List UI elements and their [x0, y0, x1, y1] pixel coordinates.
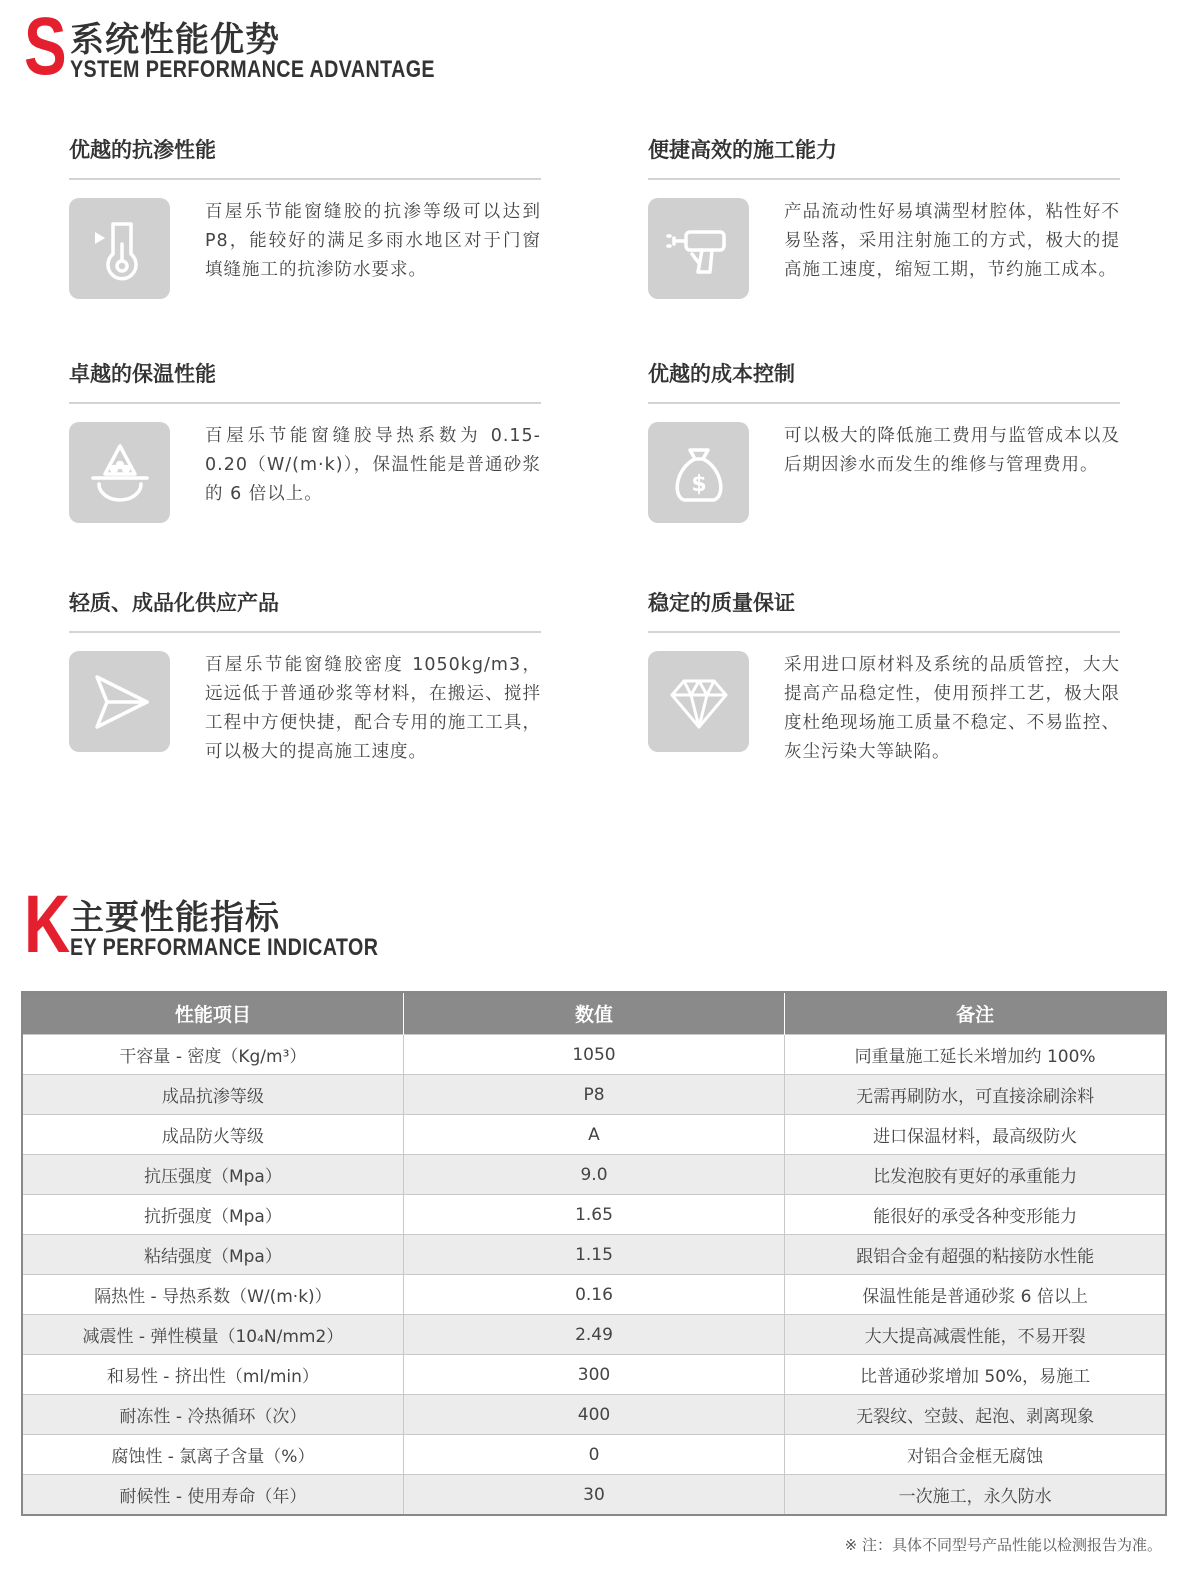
table-cell: 2.49 [403, 1315, 784, 1355]
divider [69, 402, 541, 404]
feature-title: 便捷高效的施工能力 [648, 138, 837, 162]
feature-title: 优越的抗渗性能 [69, 138, 216, 162]
feature-description: 可以极大的降低施工费用与监管成本以及后期因渗水而发生的维修与管理费用。 [784, 426, 1120, 475]
feature-block [69, 587, 541, 767]
feature-title: 优越的成本控制 [648, 362, 795, 386]
feature-block [69, 358, 541, 538]
table-cell: 成品抗渗等级 [22, 1075, 403, 1115]
table-row [22, 1115, 1166, 1155]
table-cell: 1050 [403, 1035, 784, 1075]
table-cell: 隔热性 - 导热系数（W/(m·k)） [22, 1275, 403, 1315]
feature-block [648, 134, 1120, 314]
table-header-row [22, 992, 1166, 1035]
table-cell: 减震性 - 弹性模量（10₄N/mm2） [22, 1315, 403, 1355]
section-title-en: EY PERFORMANCE INDICATOR [70, 934, 379, 961]
table-cell: 跟铝合金有超强的粘接防水性能 [785, 1235, 1166, 1275]
feature-description: 百屋乐节能窗缝胶的抗渗等级可以达到 P8，能较好的满足多雨水地区对于门窗填缝施工的抗渗防水要求。 [205, 202, 541, 280]
divider [648, 631, 1120, 633]
column-header: 数值 [403, 992, 784, 1035]
divider [648, 178, 1120, 180]
column-header: 性能项目 [22, 992, 403, 1035]
table-row [22, 1395, 1166, 1435]
table-row [22, 1235, 1166, 1275]
footnote: ※ 注：具体不同型号产品性能以检测报告为准。 [844, 1536, 1162, 1554]
table-cell: P8 [403, 1075, 784, 1115]
insulation-icon [69, 422, 170, 523]
table-cell: 同重量施工延长米增加约 100% [785, 1035, 1166, 1075]
divider [69, 178, 541, 180]
table-cell: 1.15 [403, 1235, 784, 1275]
performance-table [21, 991, 1167, 1516]
table-row [22, 1275, 1166, 1315]
table-cell: 耐候性 - 使用寿命（年） [22, 1475, 403, 1516]
paper-plane-icon [69, 651, 170, 752]
section-title-zh: 系统性能优势 [70, 20, 280, 60]
feature-description: 百屋乐节能窗缝胶密度 1050kg/m3，远远低于普通砂浆等材料，在搬运、搅拌工程中方便快捷，配合专用的施工工具，可以极大的提高施工速度。 [205, 655, 541, 762]
table-cell: 能很好的承受各种变形能力 [785, 1195, 1166, 1235]
table-cell: 比普通砂浆增加 50%，易施工 [785, 1355, 1166, 1395]
feature-title: 稳定的质量保证 [648, 591, 795, 615]
table-row [22, 1315, 1166, 1355]
divider [69, 631, 541, 633]
table-row [22, 1155, 1166, 1195]
table-row [22, 1035, 1166, 1075]
feature-description: 百屋乐节能窗缝胶导热系数为 0.15-0.20（W/(m·k)），保温性能是普通砂浆的 6 倍以上。 [205, 426, 541, 504]
table-row [22, 1195, 1166, 1235]
table-cell: 30 [403, 1475, 784, 1516]
section-letter: S [24, 1, 67, 92]
feature-title: 轻质、成品化供应产品 [69, 591, 279, 615]
divider [648, 402, 1120, 404]
table-cell: 无裂纹、空鼓、起泡、剥离现象 [785, 1395, 1166, 1435]
diamond-icon [648, 651, 749, 752]
table-cell: 耐冻性 - 冷热循环（次） [22, 1395, 403, 1435]
table-row [22, 1075, 1166, 1115]
table-cell: 一次施工，永久防水 [785, 1475, 1166, 1516]
table-cell: 干容量 - 密度（Kg/m³） [22, 1035, 403, 1075]
feature-block [648, 358, 1120, 538]
table-cell: 粘结强度（Mpa） [22, 1235, 403, 1275]
table-cell: 进口保温材料，最高级防火 [785, 1115, 1166, 1155]
table-cell: 抗压强度（Mpa） [22, 1155, 403, 1195]
table-cell: 无需再刷防水，可直接涂刷涂料 [785, 1075, 1166, 1115]
table-cell: 大大提高减震性能，不易开裂 [785, 1315, 1166, 1355]
table-cell: 保温性能是普通砂浆 6 倍以上 [785, 1275, 1166, 1315]
feature-description: 产品流动性好易填满型材腔体，粘性好不易坠落，采用注射施工的方式，极大的提高施工速度，缩短工期，节约施工成本。 [784, 202, 1120, 280]
table-cell: 400 [403, 1395, 784, 1435]
feature-block [69, 134, 541, 314]
feature-block [648, 587, 1120, 767]
table-cell: 0.16 [403, 1275, 784, 1315]
table-cell: 腐蚀性 - 氯离子含量（%） [22, 1435, 403, 1475]
section-title-en: YSTEM PERFORMANCE ADVANTAGE [70, 56, 435, 83]
table-row [22, 1475, 1166, 1516]
table-cell: 0 [403, 1435, 784, 1475]
thermometer-icon [69, 198, 170, 299]
table-cell: 比发泡胶有更好的承重能力 [785, 1155, 1166, 1195]
table-cell: 和易性 - 挤出性（ml/min） [22, 1355, 403, 1395]
feature-title: 卓越的保温性能 [69, 362, 216, 386]
svg-text:$: $ [690, 471, 707, 497]
money-bag-icon [648, 422, 749, 523]
section-title-zh: 主要性能指标 [70, 898, 280, 938]
table-row [22, 1435, 1166, 1475]
glue-gun-icon [648, 198, 749, 299]
feature-description: 采用进口原材料及系统的品质管控，大大提高产品稳定性，使用预拌工艺，极大限度杜绝现场施工质量不稳定、不易监控、灰尘污染大等缺陷。 [784, 655, 1120, 762]
section-letter: K [24, 879, 71, 970]
table-row [22, 1355, 1166, 1395]
column-header: 备注 [785, 992, 1166, 1035]
table-cell: 对铝合金框无腐蚀 [785, 1435, 1166, 1475]
table-cell: A [403, 1115, 784, 1155]
table-cell: 9.0 [403, 1155, 784, 1195]
table-cell: 300 [403, 1355, 784, 1395]
table-cell: 1.65 [403, 1195, 784, 1235]
table-cell: 成品防火等级 [22, 1115, 403, 1155]
table-cell: 抗折强度（Mpa） [22, 1195, 403, 1235]
